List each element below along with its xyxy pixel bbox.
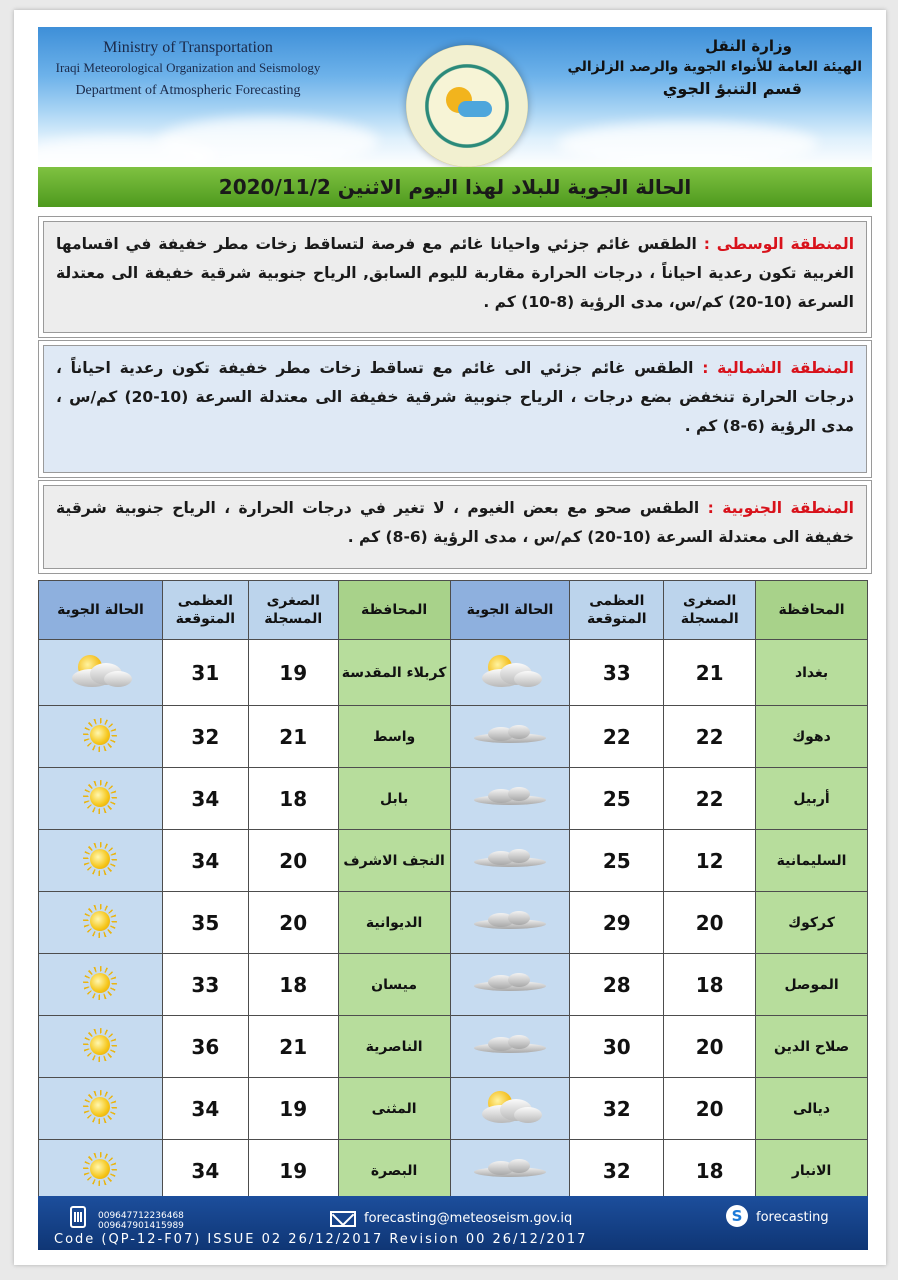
document-code: Code (QP-12-F07) ISSUE 02 26/12/2017 Revision 00 26/12/2017 (54, 1232, 588, 1247)
weather-cell (39, 640, 163, 706)
weather-cell (450, 1016, 570, 1078)
table-row (39, 830, 868, 892)
min-temp-cell: 20 (248, 830, 338, 892)
min-temp-cell: 21 (664, 640, 756, 706)
max-temp-cell: 34 (162, 768, 248, 830)
english-header (38, 37, 338, 101)
min-temp-cell: 20 (664, 1078, 756, 1140)
max-temp-cell: 33 (162, 954, 248, 1016)
ministry-name-ar: وزارة النقل (705, 37, 792, 55)
min-temp-cell: 19 (248, 1140, 338, 1202)
header-weather: الحالة الجوية (450, 581, 570, 640)
region-box-central (38, 216, 872, 338)
weather-cell (450, 1140, 570, 1202)
header-province: المحافظة (338, 581, 450, 640)
max-temp-cell: 33 (570, 640, 664, 706)
table-header-row (39, 581, 868, 640)
table-row (39, 1016, 868, 1078)
province-cell: الديوانية (338, 892, 450, 954)
min-temp-cell: 20 (664, 1016, 756, 1078)
header-weather: الحالة الجوية (39, 581, 163, 640)
min-temp-cell: 19 (248, 1078, 338, 1140)
table-row (39, 706, 868, 768)
max-temp-cell: 30 (570, 1016, 664, 1078)
cloud-icon (474, 971, 546, 995)
weather-cell (450, 954, 570, 1016)
partly-cloudy-icon (478, 1089, 542, 1125)
organization-name-en: Iraqi Meteorological Organization and Seismology (55, 60, 321, 75)
min-temp-cell: 18 (248, 768, 338, 830)
weather-cell (39, 954, 163, 1016)
header-province: المحافظة (756, 581, 868, 640)
sun-icon (83, 780, 117, 814)
max-temp-cell: 34 (162, 1078, 248, 1140)
max-temp-cell: 25 (570, 830, 664, 892)
max-temp-cell: 32 (570, 1078, 664, 1140)
sun-icon (83, 966, 117, 1000)
min-temp-cell: 20 (248, 892, 338, 954)
province-cell: بابل (338, 768, 450, 830)
table-row (39, 640, 868, 706)
phone-icon (70, 1206, 86, 1228)
cloud-icon (474, 909, 546, 933)
sun-icon (83, 1028, 117, 1062)
province-cell: الناصرية (338, 1016, 450, 1078)
max-temp-cell: 32 (162, 706, 248, 768)
skype-name: forecasting (756, 1210, 829, 1225)
table-row (39, 1140, 868, 1202)
header-max: العظمى المتوقعة (570, 581, 664, 640)
max-temp-cell: 22 (570, 706, 664, 768)
department-name-en: Department of Atmospheric Forecasting (75, 83, 301, 98)
cloud-icon (474, 847, 546, 871)
region-text: الطقس غائم جزئي الى غائم مع تساقط زخات مطر خفيفة تكون رعدية احياناً ، درجات الحرارة تنخفض بضع درجات ، الرياح جنوبية شرقية خفيفة الى معتدلة السرعة (10-20) كم/س ، مدى الرؤية (6-8) كم . (56, 359, 854, 435)
min-temp-cell: 18 (248, 954, 338, 1016)
min-temp-cell: 19 (248, 640, 338, 706)
max-temp-cell: 25 (570, 768, 664, 830)
max-temp-cell: 36 (162, 1016, 248, 1078)
sun-icon (83, 842, 117, 876)
province-cell: السليمانية (756, 830, 868, 892)
region-north (43, 345, 867, 473)
max-temp-cell: 29 (570, 892, 664, 954)
arabic-header (562, 35, 862, 101)
partly-cloudy-icon (478, 653, 542, 689)
min-temp-cell: 18 (664, 1140, 756, 1202)
region-box-south (38, 480, 872, 574)
region-text: الطقس صحو مع بعض الغيوم ، لا تغير في درجات الحرارة ، الرياح جنوبية شرقية خفيفة الى معتدلة السرعة (10-20) كم/س ، مدى الرؤية (6-8) كم . (56, 499, 854, 546)
province-cell: ميسان (338, 954, 450, 1016)
min-temp-cell: 22 (664, 768, 756, 830)
max-temp-cell: 31 (162, 640, 248, 706)
header-min: الصغرى المسجلة (248, 581, 338, 640)
phone-number: 009647712236468 (98, 1211, 184, 1221)
province-cell: المثنى (338, 1078, 450, 1140)
partly-cloudy-icon (68, 653, 132, 689)
sun-icon (83, 1152, 117, 1186)
sun-icon (83, 718, 117, 752)
table-row (39, 954, 868, 1016)
cloud-icon (474, 785, 546, 809)
weather-cell (39, 1140, 163, 1202)
max-temp-cell: 32 (570, 1140, 664, 1202)
province-cell: كربلاء المقدسة (338, 640, 450, 706)
header-max: العظمى المتوقعة (162, 581, 248, 640)
skype-icon: S (726, 1205, 748, 1227)
table-row (39, 892, 868, 954)
province-cell: صلاح الدين (756, 1016, 868, 1078)
region-south (43, 485, 867, 569)
weather-cell (39, 830, 163, 892)
region-box-north (38, 340, 872, 478)
footer-bar (38, 1196, 868, 1250)
max-temp-cell: 28 (570, 954, 664, 1016)
province-cell: الانبار (756, 1140, 868, 1202)
province-cell: بغداد (756, 640, 868, 706)
min-temp-cell: 18 (664, 954, 756, 1016)
phone-number: 009647901415989 (98, 1221, 184, 1231)
sun-icon (83, 1090, 117, 1124)
min-temp-cell: 12 (664, 830, 756, 892)
min-temp-cell: 21 (248, 1016, 338, 1078)
province-cell: النجف الاشرف (338, 830, 450, 892)
weather-cell (39, 892, 163, 954)
weather-cell (450, 830, 570, 892)
table-row (39, 1078, 868, 1140)
forecast-table (38, 580, 868, 1202)
cloud-icon (474, 723, 546, 747)
max-temp-cell: 35 (162, 892, 248, 954)
cloud-icon (474, 1157, 546, 1181)
province-cell: كركوك (756, 892, 868, 954)
province-cell: أربيل (756, 768, 868, 830)
weather-cell (450, 706, 570, 768)
weather-cell (450, 1078, 570, 1140)
region-name: المنطقة الشمالية : (702, 359, 854, 377)
max-temp-cell: 34 (162, 830, 248, 892)
min-temp-cell: 20 (664, 892, 756, 954)
province-cell: البصرة (338, 1140, 450, 1202)
sun-icon (83, 904, 117, 938)
weather-cell (450, 892, 570, 954)
page-title: الحالة الجوية للبلاد لهذا اليوم الاثنين 2020/11/2 (218, 175, 692, 199)
organization-name-ar: الهيئة العامة للأنواء الجوية والرصد الزلزالي (567, 59, 862, 75)
header-min: الصغرى المسجلة (664, 581, 756, 640)
weather-cell (39, 1016, 163, 1078)
organization-seal-logo (406, 45, 528, 167)
title-bar (38, 167, 872, 207)
weather-cell (450, 640, 570, 706)
mail-icon (330, 1211, 356, 1227)
ministry-name-en: Ministry of Transportation (103, 39, 273, 56)
min-temp-cell: 22 (664, 706, 756, 768)
table-row (39, 768, 868, 830)
weather-cell (39, 706, 163, 768)
cloud-icon (474, 1033, 546, 1057)
province-cell: دهوك (756, 706, 868, 768)
max-temp-cell: 34 (162, 1140, 248, 1202)
region-text: الطقس غائم جزئي واحيانا غائم مع فرصة لتساقط زخات مطر خفيفة في اقسامها الغربية تكون رعدية احياناً ، درجات الحرارة مقاربة لليوم السابق, الرياح جنوبية شرقية خفيفة الى معتدلة السرعة (10-20) كم/س، مدى الرؤية (8-10) كم . (56, 235, 854, 311)
department-name-ar: قسم التنبؤ الجوي (662, 79, 802, 98)
min-temp-cell: 21 (248, 706, 338, 768)
weather-cell (39, 1078, 163, 1140)
phone-numbers (98, 1211, 184, 1231)
header-banner (38, 27, 872, 167)
region-name: المنطقة الوسطى : (703, 235, 855, 253)
province-cell: واسط (338, 706, 450, 768)
province-cell: الموصل (756, 954, 868, 1016)
region-name: المنطقة الجنوبية : (707, 499, 854, 517)
weather-cell (39, 768, 163, 830)
region-central (43, 221, 867, 333)
province-cell: ديالى (756, 1078, 868, 1140)
email-address[interactable]: forecasting@meteoseism.gov.iq (364, 1211, 573, 1226)
weather-cell (450, 768, 570, 830)
